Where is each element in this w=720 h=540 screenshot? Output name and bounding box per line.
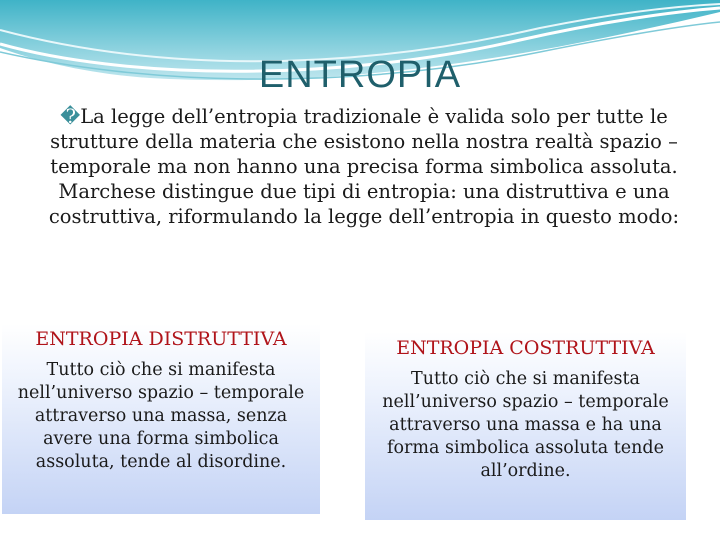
destructive-entropy-text: Tutto ciò che si manifesta nell’universo spazio – temporale attraverso una massa, senza avere una forma simbolica assoluta, tende al disordine. [17,360,305,472]
paragraph-1 [44,104,684,179]
constructive-entropy-text: Tutto ciò che si manifesta nell’universo spazio – temporale attraverso una massa e ha una forma simbolica assoluta tende all’ordine. [382,369,669,481]
destructive-entropy-box [2,324,320,514]
constructive-entropy-heading: ENTROPIA COSTRUTTIVA [396,337,655,359]
paragraph-1-text: La legge dell’entropia tradizionale è valida solo per tutte le strutture della materia che esistono nella nostra realtà spazio – temporale ma non hanno una precisa forma simbolica assoluta. [50,105,678,178]
bullet-icon: � [60,105,81,128]
slide-body [44,104,684,229]
paragraph-2: Marchese distingue due tipi di entropia: una distruttiva e una costruttiva, riformulando la legge dell’entropia in questo modo: [48,180,680,228]
constructive-entropy-box [365,332,686,520]
slide-title: ENTROPIA [258,54,462,96]
destructive-entropy-heading: ENTROPIA DISTRUTTIVA [35,328,287,350]
